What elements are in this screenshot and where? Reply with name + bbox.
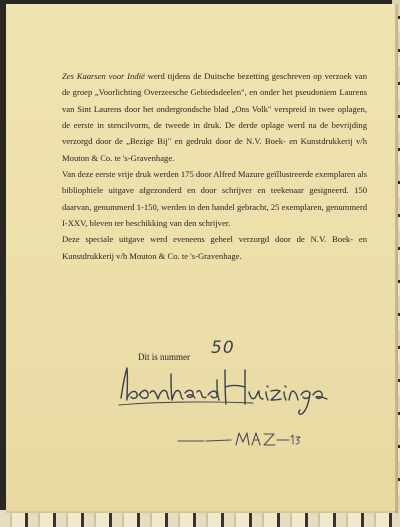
paragraph-1 (62, 68, 367, 166)
illustrator-initials (176, 425, 306, 453)
paragraph-2: Van deze eerste vrije druk werden 175 door Alfred Mazure geïllustreerde exemplaren als bibliophiele uitgave afgezonderd en door schrijver en teekenaar gesigneerd. 150 daarvan, genummerd 1-150, werden in den handel gebracht, 25 exemplaren, genummerd I-XXV, bleven ter beschikking van den schrijver. (62, 169, 367, 229)
handwritten-number: 50 (211, 338, 235, 358)
paragraph-3: Deze speciale uitgave werd eveneens geheel verzorgd door de N.V. Boek- en Kunstdrukkerij v/h Mouton & Co. te 's-Gravenhage. (62, 234, 367, 261)
paragraph-1-text: werd tijdens de Duitsche bezetting geschreven op verzoek van de groep „Voorlichting Overzeesche Gebiedsdeelen", en onder het pseudoniem Laurens van Sint Laurens door het ondergrondsche blad „Ons Volk" verspreid in twee oplagen, de eerste in stencilvorm, de tweede in druk. De derde oplage werd na de bevrijding verzorgd door de „Bezige Bij" en gedrukt door de N.V. Boek- en Kunstdrukkerij v/h Mouton & Co. te 's-Gravenhage. (62, 71, 368, 163)
book-title: Zes Kaarsen voor Indië (62, 71, 145, 81)
author-signature (113, 360, 348, 420)
number-label: Dit is nummer (138, 352, 190, 362)
colophon-text (62, 68, 367, 264)
